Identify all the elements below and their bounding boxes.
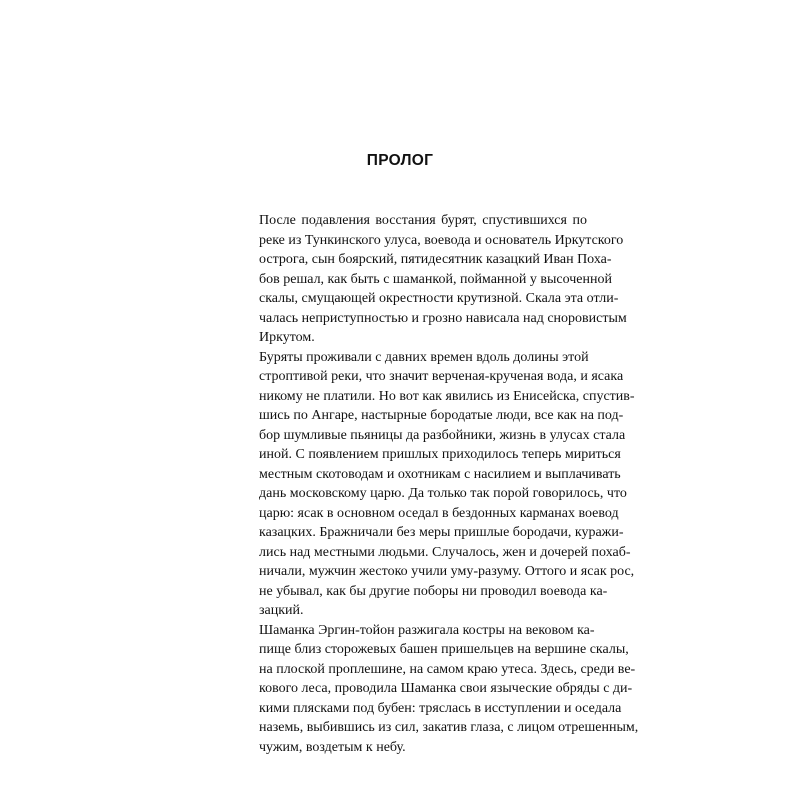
paragraph-3 bbox=[240, 621, 639, 758]
chapter-title: ПРОЛОГ bbox=[366, 152, 434, 169]
text-line: реке из Тункинского улуса, воевода и основатель Иркутского bbox=[259, 232, 624, 248]
text-line: на плоской проплешине, на самом краю утеса. Здесь, среди ве- bbox=[259, 661, 636, 677]
text-line: чужим, воздетым к небу. bbox=[259, 739, 406, 755]
text-line: не убывал, как бы другие поборы ни проводил воевода ка- bbox=[259, 583, 608, 599]
text-line: чалась неприступностью и грозно нависала над сноровистым bbox=[259, 310, 627, 326]
text-line: лись над местными людьми. Случалось, жен и дочерей похаб- bbox=[259, 544, 631, 560]
body-text bbox=[240, 211, 639, 757]
text-line: После подавления восстания бурят, спустившихся по bbox=[259, 213, 587, 228]
text-line: шись по Ангаре, настырные бородатые люди, все как на под- bbox=[259, 408, 624, 423]
text-line: Шаманка Эргин-тойон разжигала костры на вековом ка- bbox=[259, 622, 595, 638]
text-line: скалы, смущающей окрестности крутизной. Скала эта отли- bbox=[259, 291, 619, 306]
text-line: наземь, выбившись из сил, закатив глаза, с лицом отрешенным, bbox=[259, 720, 639, 735]
text-line: Иркутом. bbox=[259, 330, 315, 345]
paragraph-2 bbox=[240, 348, 635, 621]
text-line: царю: ясак в основном оседал в бездонных карманах воевод bbox=[259, 505, 619, 521]
text-line: ничали, мужчин жестоко учили уму-разуму. Оттого и ясак рос, bbox=[259, 564, 635, 579]
text-line: бов решал, как быть с шаманкой, пойманной у высоченной bbox=[259, 271, 612, 287]
text-line: никому не платили. Но вот как явились из Енисейска, спустив- bbox=[259, 388, 635, 404]
text-line: острога, сын боярский, пятидесятник казацкий Иван Поха- bbox=[259, 252, 612, 267]
text-line: кими плясками под бубен: тряслась в исступлении и оседала bbox=[259, 700, 622, 716]
text-line: иной. С появлением пришлых приходилось теперь мириться bbox=[259, 447, 621, 462]
paragraph-1 bbox=[240, 211, 627, 348]
text-line: кового леса, проводила Шаманка свои языческие обряды с ди- bbox=[259, 681, 633, 696]
text-line: строптивой реки, что значит верченая-крученая вода, и ясака bbox=[259, 369, 624, 384]
text-line: бор шумливые пьяницы да разбойники, жизнь в улусах стала bbox=[259, 427, 626, 443]
text-line: пище близ сторожевых башен пришельцев на вершине скалы, bbox=[259, 642, 629, 657]
text-line: казацких. Бражничали без меры пришлые бородачи, куражи- bbox=[259, 525, 624, 540]
text-line: дань московскому царю. Да только так порой говорилось, что bbox=[259, 486, 627, 501]
text-line: Буряты проживали с давних времен вдоль долины этой bbox=[259, 349, 589, 365]
text-line: зацкий. bbox=[259, 603, 304, 618]
text-line: местным скотоводам и охотникам с насилием и выплачивать bbox=[259, 466, 621, 482]
